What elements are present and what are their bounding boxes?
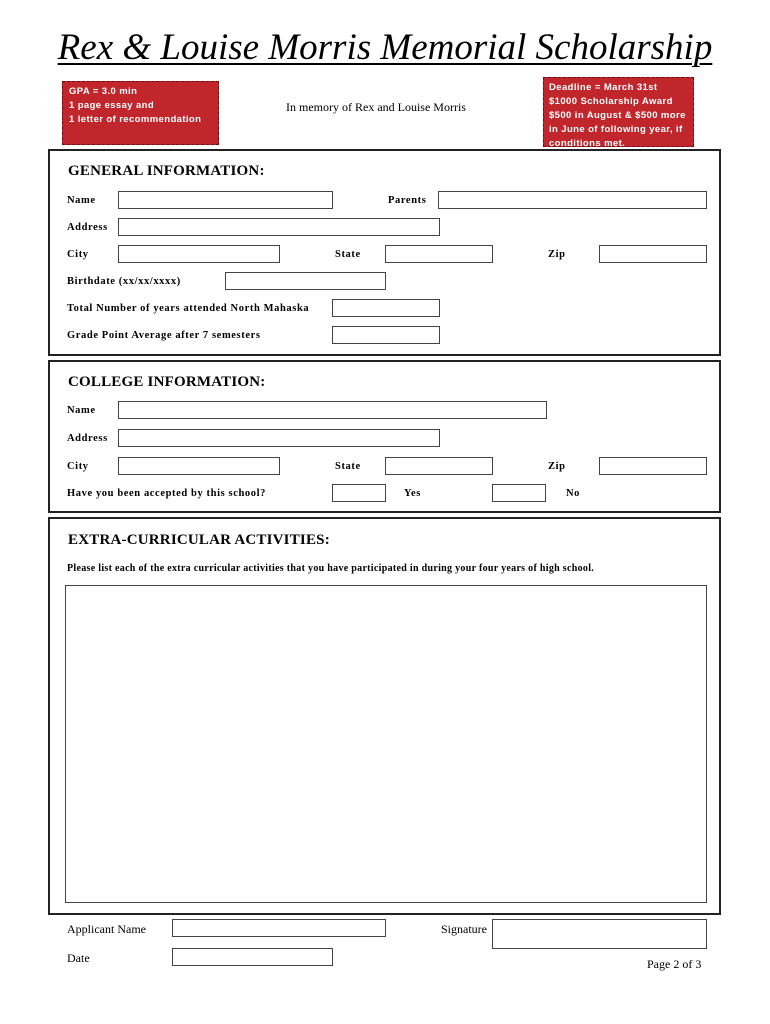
accepted-label: Have you been accepted by this school? [67, 488, 266, 499]
applicant-name-field[interactable] [172, 919, 386, 937]
address-label: Address [67, 222, 108, 233]
page-number: Page 2 of 3 [647, 957, 702, 971]
page-title: Rex & Louise Morris Memorial Scholarship [57, 27, 713, 68]
state-label: State [335, 249, 361, 260]
accepted-yes-field[interactable] [332, 484, 386, 502]
birthdate-label: Birthdate (xx/xx/xxxx) [67, 276, 181, 287]
accepted-no-field[interactable] [492, 484, 546, 502]
deadline-line-2: $1000 Scholarship Award [549, 96, 673, 107]
requirement-gpa: GPA = 3.0 min [69, 86, 138, 97]
college-information-heading: COLLEGE INFORMATION: [68, 374, 266, 390]
college-zip-label: Zip [548, 461, 566, 472]
deadline-line-1: Deadline = March 31st [549, 82, 658, 93]
years-attended-field[interactable] [332, 299, 440, 317]
signature-label: Signature [441, 922, 487, 936]
applicant-name-label: Applicant Name [67, 922, 146, 936]
general-information-heading: GENERAL INFORMATION: [68, 163, 265, 179]
deadline-line-4: in June of following year, if [549, 124, 683, 135]
college-name-field[interactable] [118, 401, 547, 419]
no-label: No [566, 488, 581, 499]
college-state-field[interactable] [385, 457, 493, 475]
extra-curricular-heading: EXTRA-CURRICULAR ACTIVITIES: [68, 532, 330, 548]
college-zip-field[interactable] [599, 457, 707, 475]
date-label: Date [67, 951, 90, 965]
parents-field[interactable] [438, 191, 707, 209]
deadline-line-3: $500 in August & $500 more [549, 110, 686, 121]
name-field[interactable] [118, 191, 333, 209]
gpa-label: Grade Point Average after 7 semesters [67, 330, 261, 341]
college-state-label: State [335, 461, 361, 472]
city-field[interactable] [118, 245, 280, 263]
requirement-letter: 1 letter of recommendation [69, 114, 202, 125]
extra-curricular-instructions: Please list each of the extra curricular activities that you have participated in during your four years of high school. [67, 563, 595, 574]
zip-field[interactable] [599, 245, 707, 263]
years-attended-label: Total Number of years attended North Mahaska [67, 303, 310, 314]
college-city-label: City [67, 461, 89, 472]
state-field[interactable] [385, 245, 493, 263]
activities-textarea[interactable] [65, 585, 707, 903]
college-address-field[interactable] [118, 429, 440, 447]
memory-text: In memory of Rex and Louise Morris [286, 100, 466, 114]
college-city-field[interactable] [118, 457, 280, 475]
requirements-box [62, 81, 219, 145]
date-field[interactable] [172, 948, 333, 966]
deadline-box [543, 77, 694, 147]
gpa-field[interactable] [332, 326, 440, 344]
name-label: Name [67, 195, 96, 206]
parents-label: Parents [388, 195, 427, 206]
college-name-label: Name [67, 405, 96, 416]
requirement-essay: 1 page essay and [69, 100, 155, 111]
zip-label: Zip [548, 249, 566, 260]
city-label: City [67, 249, 89, 260]
address-field[interactable] [118, 218, 440, 236]
signature-field[interactable] [492, 919, 707, 949]
birthdate-field[interactable] [225, 272, 386, 290]
college-address-label: Address [67, 433, 108, 444]
deadline-line-5: conditions met. [549, 138, 626, 147]
yes-label: Yes [404, 488, 421, 499]
